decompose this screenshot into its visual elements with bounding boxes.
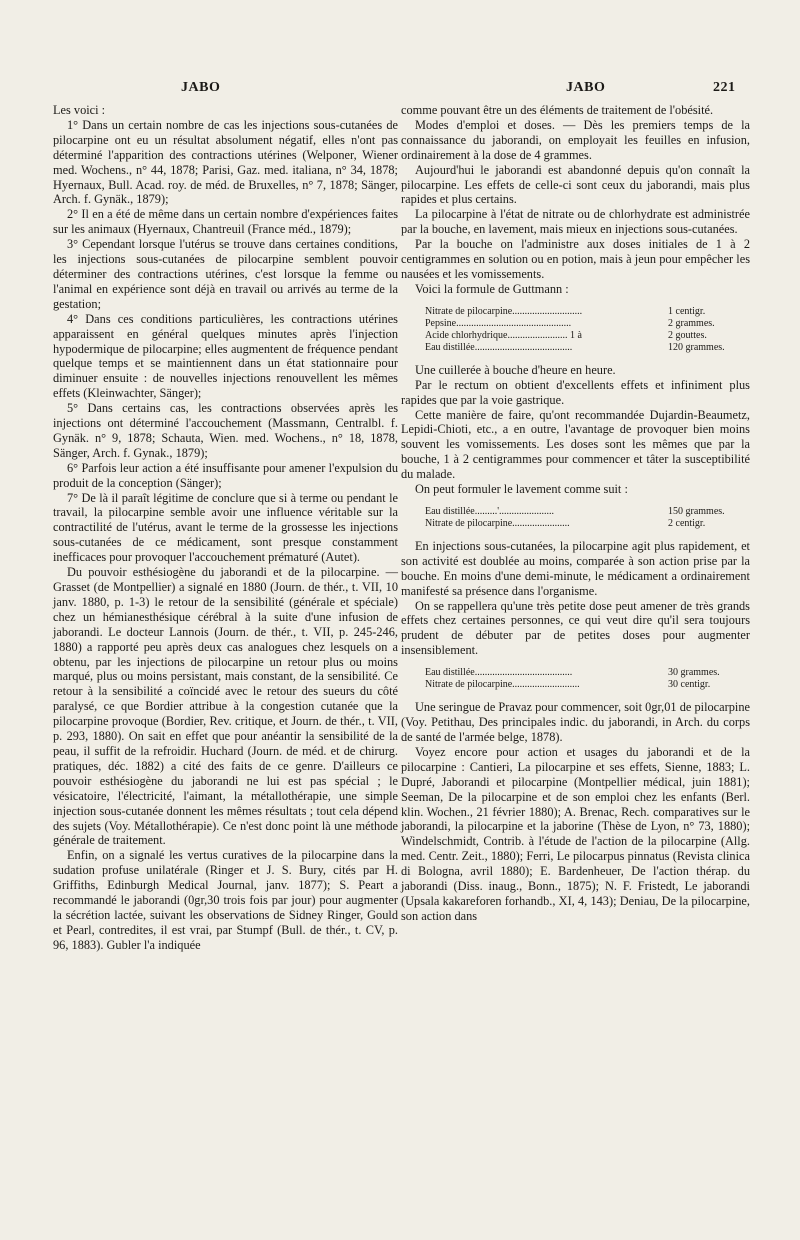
formula-row [425, 518, 750, 530]
paragraph: Aujourd'hui le jaborandi est abandonné depuis qu'on connaît la pilocarpine. Les effets de celle-ci sont ceux du jaborandi, mais plus rapides et plus certains. [401, 162, 750, 207]
formula-item: Nitrate de pilocarpine............................ [425, 305, 583, 317]
formula-dose: 30 grammes. [668, 667, 720, 679]
paragraph: Cette manière de faire, qu'ont recommandée Dujardin-Beaumetz, Lepidi-Chioti, etc., a en outre, l'avantage de provoquer bien moins souvent les vomissements. Les doses sont les mêmes que par la bouche, 1 à 2 centigrammes pour commencer et tâter la susceptibilité du malade. [401, 407, 750, 482]
paragraph: La pilocarpine à l'état de nitrate ou de chlorhydrate est administrée par la bouche, en lavement, mais mieux en injections sous-cutanées. [401, 207, 750, 237]
formula-row [425, 679, 750, 691]
right-running-head: JABO [566, 80, 606, 95]
paragraph: 7° De là il paraît légitime de conclure que si à terme ou pendant le travail, la pilocarpine semble avoir une influence véritable sur la contractilité de l'utérus, avant le terme de la grossesse les injections sous-cutanées de ce médicament, sont presque constamment inefficaces pour provoquer l'accouchement prématuré (Autet). [53, 490, 398, 565]
paragraph: Du pouvoir esthésiogène du jaborandi et de la pilocarpine. — Grasset (de Montpellier) a signalé en 1880 (Journ. de thér., t. VII, 10 janv. 1880, p. 1-3) le retour de la sensibilité (générale et spéciale) chez un hémianesthésique cérébral à la suite d'une infusion de jaborandi. Le docteur Lannois (Journ. de thér., t. VII, p. 245-246, 1880) a rapporté peu après deux cas analogues chez lesquels on a obtenu, par les injections de pilocarpine un retour plus ou moins marqué, plus ou moins persistant, mais constant, de la sensibilité. Ce retour à la sensibilité a coïncidé avec le retour des sueurs du côté paralysé, ce que Bordier attribue à la congestion cutanée que la pilocarpine provoque (Bordier, Rev. critique, et Journ. de thér., t. VII, p. 293, 1880). On sait en effet que pour anéantir la sensibilité de la peau, il suffit de la refroidir. Huchard (Journ. de méd. et de chirurg. pratiques, déc. 1882) a cité des faits de ce genre. D'ailleurs ce pouvoir esthésiogène du jaborandi ne lui est pas spécial ; le vésicatoire, l'électricité, l'aimant, la métallothérapie, une simple injection sous-cutanée donnent les mêmes résultats ; tout cela dépend des sujets (Voy. Métallothérapie). Ce n'est donc point là une méthode générale de traitement. [53, 565, 398, 848]
paragraph: 5° Dans certains cas, les contractions observées après les injections ont déterminé l'accouchement (Massmann, Centralbl. f. Gynäk. n° 9, 1878; Schauta, Wien. med. Wochens., n° 18, 1878, Sänger, Arch. f. Gynak., 1879); [53, 401, 398, 460]
formula-dose: 150 grammes. [668, 505, 725, 517]
lavement-formula-table [425, 506, 750, 530]
formula-dose: 2 grammes. [668, 317, 715, 329]
formula-item: Pepsine.............................................. [425, 317, 572, 329]
paragraph: comme pouvant être un des éléments de traitement de l'obésité. [401, 103, 714, 117]
paragraph: Enfin, on a signalé les vertus curatives de la pilocarpine dans la sudation profuse unilatérale (Ringer et J. S. Bury, cités par H. Griffiths, Edinburgh Medical Journal, janv. 1877); S. Peart a recommandé le jaborandi (0gr,30 trois fois par jour) pour augmenter la sécrétion lactée, suivant les observations de Sidney Ringer, Gould et Pearl, contredites, il est vrai, par Stumpf (Bull. de thér., t. CV, p. 96, 1883). Gubler l'a indiquée [53, 848, 398, 952]
paragraph: Les voici : [53, 103, 106, 117]
paragraph: On se rappellera qu'une très petite dose peut amener de très grands effets chez certaines personnes, ce qui veut dire qu'il sera toujours prudent de débuter par de petites doses pour augmenter insensiblement. [401, 598, 750, 658]
paragraph: 1° Dans un certain nombre de cas les injections sous-cutanées de pilocarpine ont eu un résultat absolument négatif, elles n'ont pas déterminé l'apparition des contractions utérines (Welponer, Wiener med. Wochens., n° 44, 1878; Parisi, Gaz. med. italiana, n° 34, 1878; Hyernaux, Bull. Acad. roy. de méd. de Bruxelles, n° 7, 1878; Sänger, Arch. f. Gynäk., 1879); [53, 117, 398, 207]
guttmann-formula-table [425, 306, 750, 354]
left-running-head: JABO [181, 80, 221, 95]
bibliography-paragraph: Voyez encore pour action et usages du jaborandi et de la pilocarpine : Cantieri, La pilocarpine et ses effets, Sienne, 1883; L. Dupré, Jaborandi et pilocarpine (Montpellier médical, juin 1881); Seeman, De la pilocarpine et de son emploi chez les enfants (Berl. klin. Wochen., 21 février 1880); A. Brenac, Rech. comparatives sur le jaborandi, la pilocarpine et la jaborine (Thèse de Lyon, n° 73, 1880); Windelschmidt, Contrib. à l'étude de l'action de la pilocarpine (Allg. med. Centr. Zeit., 1880); Ferri, Le pilocarpus pinnatus (Revista clinica di Bologna, avril 1880); E. Bardenheuer, De l'action thérap. du jaborandi (Diss. inaug., Bonn., 1875); N. F. Fristedt, Le jaborandi (Upsala kakareforen forhandb., XI, 4, 143); Deniau, De la pilocarpine, son action dans [401, 744, 750, 923]
formula-row [425, 506, 750, 518]
paragraph: En injections sous-cutanées, la pilocarpine agit plus rapidement, et son activité est doublée au moins, comparée à son action prise par la bouche. En moins d'une demi-minute, le médicament a ordinairement manifesté sa présence dans l'organisme. [401, 538, 750, 598]
paragraph: Par le rectum on obtient d'excellents effets et infiniment plus rapides que par la voie gastrique. [401, 377, 750, 407]
paragraph: Par la bouche on l'administre aux doses initiales de 1 à 2 centigrammes en solution ou en potion, mais à jeun pour empêcher les nausées et les vomissements. [401, 237, 750, 281]
section-paragraph: Modes d'emploi et doses. — Dès les premiers temps de la connaissance du jaborandi, on employait les feuilles en infusion, ordinairement à la dose de 4 grammes. [401, 117, 750, 162]
formula-dose: 2 centigr. [668, 517, 706, 529]
formula-item: Eau distillée.........'...................... [425, 505, 555, 517]
formula-row [425, 330, 750, 342]
formula-item: Nitrate de pilocarpine........................... [425, 679, 580, 691]
formula-item: Eau distillée....................................... [425, 667, 573, 679]
formula-item: Acide chlorhydrique........................ 1 à [425, 329, 582, 341]
formula-dose: 1 centigr. [668, 305, 706, 317]
formula-item: Eau distillée....................................... [425, 341, 573, 353]
paragraph: Une seringue de Pravaz pour commencer, soit 0gr,01 de pilocarpine (Voy. Petithau, Des principales indic. du jaborandi, in Arch. du corps de santé de l'armée belge, 1878). [401, 700, 750, 744]
formula-item: Nitrate de pilocarpine....................... [425, 517, 570, 529]
paragraph: Voici la formule de Guttmann : [415, 281, 569, 296]
formula-row [425, 306, 750, 318]
formula-dose: 120 grammes. [668, 341, 725, 353]
formula-row [425, 318, 750, 330]
formula-row [425, 667, 750, 679]
paragraph: 6° Parfois leur action a été insuffisante pour amener l'expulsion du produit de la conception (Sänger); [53, 460, 398, 490]
injection-formula-table [425, 667, 750, 691]
formula-row [425, 342, 750, 354]
paragraph: On peut formuler le lavement comme suit : [415, 482, 628, 497]
paragraph: 3° Cependant lorsque l'utérus se trouve dans certaines conditions, les injections sous-cutanées de pilocarpine semblent pouvoir déterminer des contractions utérines, c'est lorsque la femme ou l'animal en expérience sont déjà en travail ou arrivés au terme de la gestation; [53, 237, 398, 311]
left-column [53, 103, 398, 953]
right-column [401, 103, 750, 924]
paragraph: 4° Dans ces conditions particulières, les contractions utérines apparaissent en général quelques minutes après l'injection hypodermique de pilocarpine; elles augmentent de fréquence pendant quelque temps et se maintiennent dans un état stationnaire pour diminuer ensuite : de nouvelles injections renouvellent les mêmes effets (Kleinwachter, Sänger); [53, 311, 398, 401]
formula-dose: 2 gouttes. [668, 329, 707, 341]
formula-dose: 30 centigr. [668, 679, 711, 691]
page-number: 221 [713, 80, 736, 95]
paragraph: 2° Il en a été de même dans un certain nombre d'expériences faites sur les animaux (Hyernaux, Chantreuil (France méd., 1879); [53, 207, 398, 237]
paragraph: Une cuillerée à bouche d'heure en heure. [415, 362, 616, 377]
